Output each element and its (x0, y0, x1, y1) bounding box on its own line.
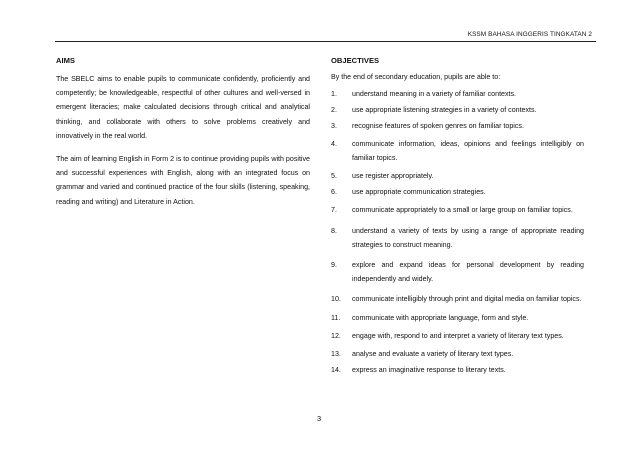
objective-number: 5. (331, 172, 337, 181)
objective-text: explore and expand ideas for personal development by reading independently and widely. (352, 261, 584, 284)
objective-number: 7. (331, 206, 337, 215)
objective-number: 9. (331, 261, 337, 270)
objective-number: 8. (331, 226, 337, 235)
objective-number: 13. (331, 349, 341, 358)
objective-item (331, 105, 584, 115)
objective-text: use appropriate listening strategies in a variety of contexts. (352, 106, 537, 114)
objective-number: 2. (331, 106, 337, 114)
objective-item (331, 292, 584, 306)
objective-number: 3. (331, 122, 337, 130)
objective-text: understand a variety of texts by using a range of appropriate reading strategies to construct meaning. (352, 226, 584, 249)
objective-number: 10. (331, 295, 341, 304)
objective-item (331, 187, 584, 197)
objective-text: use appropriate communication strategies. (352, 188, 486, 197)
objective-item (331, 171, 584, 181)
aims-heading: AIMS (56, 56, 75, 65)
objective-text: communicate intelligibly through print and digital media on familiar topics. (352, 295, 582, 304)
objectives-section (331, 56, 584, 381)
objective-item (331, 313, 584, 323)
page-number: 3 (316, 414, 322, 423)
objective-text: communicate with appropriate language, form and style. (352, 313, 529, 322)
objective-text: express an imaginative response to literary texts. (352, 365, 506, 374)
objective-text: use register appropriately. (352, 172, 434, 181)
objective-text: communicate information, ideas, opinions and feelings intelligibly on familiar topics. (352, 140, 584, 163)
objective-number: 12. (331, 331, 341, 340)
objective-text: analyse and evaluate a variety of literary text types. (352, 349, 514, 358)
aims-section (56, 56, 310, 218)
objective-number: 11. (331, 313, 341, 322)
header-divider (55, 41, 596, 42)
objective-item (331, 137, 584, 165)
running-header: KSSM BAHASA INGGERIS TINGKATAN 2 (467, 31, 592, 38)
objective-text: engage with, respond to and interpret a variety of literary text types. (352, 331, 564, 340)
objective-item (331, 349, 584, 359)
objective-number: 1. (331, 90, 337, 98)
objective-number: 4. (331, 140, 337, 148)
aims-paragraph: The SBELC aims to enable pupils to communicate confidently, proficiently and competently; be knowledgeable, respectful of other cultures and well-versed in emergent literacies; make calculated decisions through critical and analytical thinking, and collaborate with others to solve problems creatively and innovatively in the real world. (56, 75, 310, 140)
objective-item (331, 258, 584, 286)
objective-text: communicate appropriately to a small or large group on familiar topics. (352, 206, 573, 215)
objective-item (331, 121, 584, 131)
objective-number: 6. (331, 188, 337, 197)
objective-item (331, 329, 584, 343)
aims-paragraph: The aim of learning English in Form 2 is to continue providing pupils with positive and successful experiences with English, along with an integrated focus on grammar and varied and continued practice of the four skills (listening, speaking, reading and writing) and Literature in Action. (56, 155, 310, 206)
objective-item (331, 224, 584, 252)
objectives-heading: OBJECTIVES (331, 56, 380, 65)
objectives-intro: By the end of secondary education, pupils are able to: (331, 73, 501, 81)
objective-item (331, 89, 584, 99)
objective-number: 14. (331, 365, 341, 374)
objective-item (331, 365, 584, 375)
objective-item (331, 203, 584, 217)
objective-text: understand meaning in a variety of familiar contexts. (352, 90, 517, 98)
objective-text: recognise features of spoken genres on familiar topics. (352, 122, 524, 130)
